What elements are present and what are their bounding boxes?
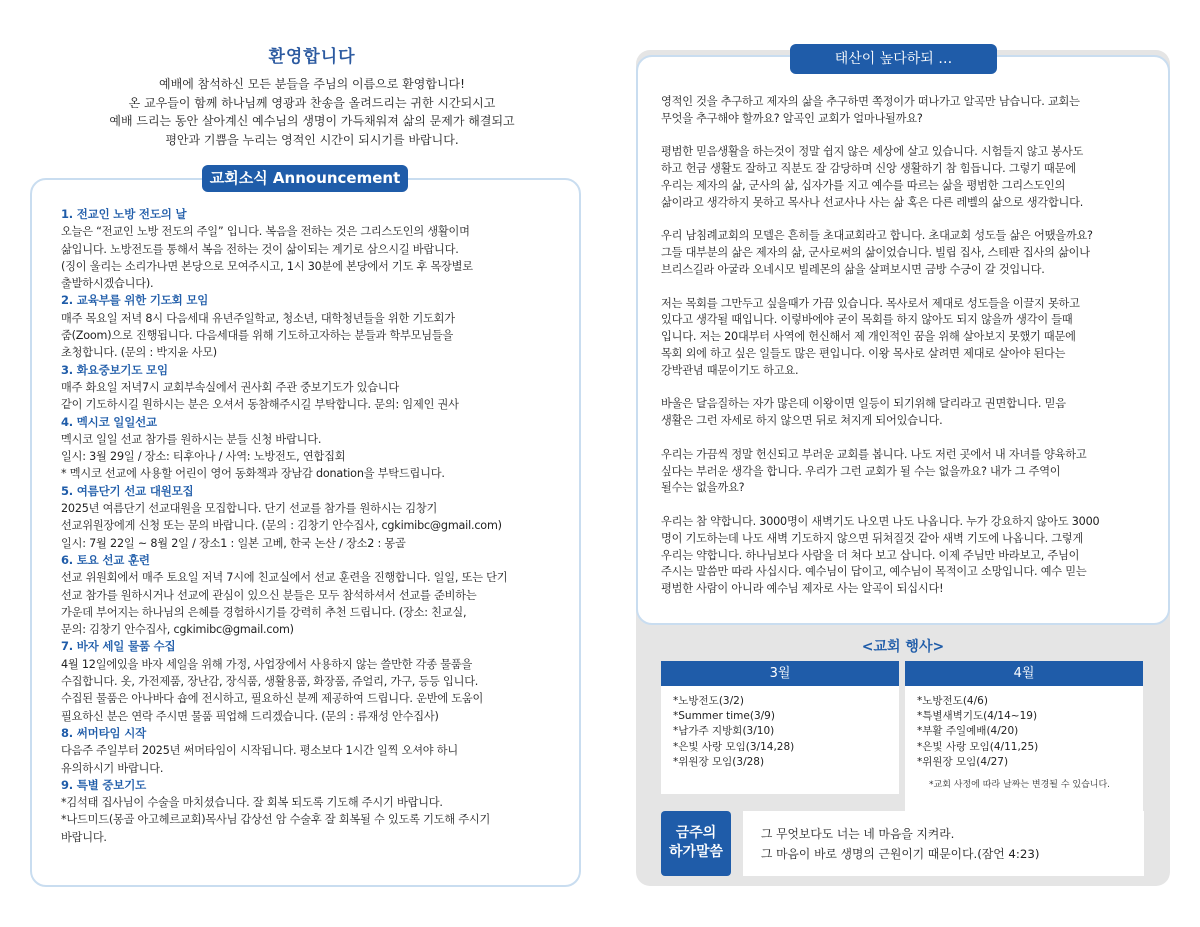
welcome-section <box>32 42 592 149</box>
meditation-paragraph <box>661 94 1157 128</box>
announcement-line: 매주 목요일 저녁 8시 다음세대 유년주일학교, 청소년, 대학청년들을 위한 기도회가 <box>61 311 455 325</box>
announcement-item <box>61 638 561 724</box>
event-item: *위원장 모임(4/27) <box>917 755 1009 768</box>
meditation-paragraph <box>661 296 1157 380</box>
event-item: *Summer time(3/9) <box>673 710 775 723</box>
meditation-line: 명이 기도하는데 나도 새벽 기도하지 않으면 뒤쳐질것 같아 새벽 기도에 나옵니다. 그렇게 <box>661 531 1084 545</box>
announcement-line: (징이 울리는 소리가나면 본당으로 모여주시고, 1시 30분에 본당에서 기도 후 목장별로 <box>61 259 473 273</box>
events-title: <교회 행사> <box>861 639 945 655</box>
meditation-line: 평범한 믿음생활을 하는것이 정말 쉽지 않은 세상에 살고 있습니다. 시험들지 않고 봉사도 <box>661 145 1084 159</box>
announcement-line: 선교 위원회에서 매주 토요일 저녁 7시에 친교실에서 선교 훈련을 진행합니다. 일일, 또는 단기 <box>61 571 508 585</box>
month-event-list <box>905 686 1143 818</box>
meditation-line: 브리스길라 아굴라 오네시모 빌레몬의 삶을 살펴보시면 금방 수긍이 갈 것입니다. <box>661 262 1045 276</box>
meditation-line: 영적인 것을 추구하고 제자의 삶을 추구하면 쪽정이가 떠나가고 알곡만 남습니다. 교회는 <box>661 95 1080 108</box>
announcement-line: 다음주 주일부터 2025년 써머타임이 시작됩니다. 평소보다 1시간 일찍 오셔야 하니 <box>61 744 458 758</box>
meditation-line: 강박관념 때문이기도 하고요. <box>661 363 799 377</box>
meditation-paragraph <box>661 514 1157 598</box>
announcement-line: *김석태 집사님이 수술을 마치셨습니다. 잘 회복 되도록 기도해 주시기 바랍니다. <box>61 796 443 810</box>
event-item: *위원장 모임(3/28) <box>673 755 765 768</box>
meditation-paragraph <box>661 228 1157 278</box>
announcement-line: 문의: 김창기 안수집사, cgkimibc@gmail.com) <box>61 623 294 637</box>
verse-badge <box>661 811 731 876</box>
welcome-line: 예배에 참석하신 모든 분들을 주님의 이름으로 환영합니다! <box>159 77 465 91</box>
announcement-line: 초청합니다. (문의 : 박지윤 사모) <box>61 346 217 360</box>
announcement-line: 출발하시겠습니다). <box>61 277 154 291</box>
announcement-line: 일시: 7월 22일 ~ 8월 2일 / 장소1 : 일본 고베, 한국 논산 / 장소2 : 몽골 <box>61 536 406 550</box>
announcement-heading: 8. 써머타임 시작 <box>61 725 147 740</box>
announcement-heading: 3. 화요중보기도 모임 <box>61 362 168 377</box>
verse-text <box>743 811 1144 876</box>
announcement-line: 오늘은 “전교인 노방 전도의 주일” 입니다. 복음을 전하는 것은 그리스도인의 생활이며 <box>61 225 470 239</box>
announcement-title: 교회소식 Announcement <box>202 165 408 192</box>
meditation-line: 될수는 없을까요? <box>661 481 745 495</box>
meditation-title: 태산이 높다하되 … <box>790 44 997 74</box>
meditation-line: 우리는 약합니다. 하나님보다 사람을 더 쳐다 보고 삽니다. 이제 주님만 바라보고, 주님이 <box>661 548 1080 562</box>
announcement-line: 바랍니다. <box>61 830 107 844</box>
announcement-item <box>61 206 561 292</box>
event-item: *은빛 사랑 모임(4/11,25) <box>917 740 1039 753</box>
events-month-march <box>661 661 899 794</box>
meditation-line: 있다고 생각될 때입니다. 이렇바에야 굳이 목회를 하지 않아도 되지 않을까 생각이 들때 <box>661 313 1073 327</box>
meditation-line: 삶이라고 생각하지 못하고 목사나 선교사나 사는 삶 혹은 다른 레벨의 삶으로 생각합니다. <box>661 195 1084 209</box>
announcement-heading: 2. 교육부를 위한 기도회 모임 <box>61 293 209 308</box>
announcement-item <box>61 414 561 483</box>
meditation-line: 우리 남침례교회의 모델은 흔히들 초대교회라고 합니다. 초대교회 성도들 삶은 어땠을까요? <box>661 229 1093 243</box>
event-item: *남가주 지방회(3/10) <box>673 725 775 738</box>
meditation-line: 그들 대부분의 삶은 제자의 삶, 군사로써의 삶이었습니다. 빌립 집사, 스테판 집사의 삶이나 <box>661 246 1090 260</box>
announcement-heading: 5. 여름단기 선교 대원모집 <box>61 483 194 498</box>
event-item: *은빛 사랑 모임(3/14,28) <box>673 740 795 753</box>
announcement-line: 일시: 3월 29일 / 장소: 티후아나 / 사역: 노방전도, 연합집회 <box>61 450 346 464</box>
announcement-line: 수집된 물품은 아나바다 숍에 전시하고, 필요하신 분께 제공하여 드립니다. 운반에 도움이 <box>61 692 484 706</box>
announcement-heading: 7. 바자 세일 물품 수집 <box>61 639 176 654</box>
month-header: 4월 <box>905 661 1143 686</box>
announcement-item <box>61 362 561 414</box>
announcement-item <box>61 725 561 777</box>
announcement-line: 매주 화요일 저녁7시 교회부속실에서 권사회 주관 중보기도가 있습니다 <box>61 380 400 394</box>
meditation-line: 우리는 가끔씩 정말 헌신되고 부러운 교회를 봅니다. 나도 저런 곳에서 내 자녀를 양육하고 <box>661 447 1087 461</box>
meditation-text <box>661 94 1157 615</box>
events-note: *교회 사정에 따라 날짜는 변경될 수 있습니다. <box>929 780 1111 791</box>
meditation-line: 우리는 제자의 삶, 군사의 삶, 십자가를 지고 예수를 따르는 삶을 평범한 그리스도인의 <box>661 178 1066 192</box>
announcement-line: 가운데 부어지는 하나님의 은혜를 경험하시기를 강력히 추천 드립니다. (장소: 친교실, <box>61 605 467 619</box>
announcement-line: 필요하신 분은 연락 주시면 물품 픽업해 드리겠습니다. (문의 : 류재성 안수집사) <box>61 709 439 723</box>
events-month-april <box>905 661 1143 818</box>
verse-badge-line: 금주의 <box>675 825 717 841</box>
announcement-line: 삶입니다. 노방전도를 통해서 복음 전하는 것이 삶이되는 계기로 삼으시길 바랍니다. <box>61 242 459 256</box>
announcement-heading: 9. 특별 중보기도 <box>61 777 147 792</box>
announcement-item <box>61 292 561 361</box>
meditation-paragraph <box>661 396 1157 430</box>
month-header: 3월 <box>661 661 899 686</box>
meditation-line: 하고 헌금 생활도 잘하고 직분도 잘 감당하며 신앙 생활하기 참 힘듭니다. 그렇기 때문에 <box>661 162 1076 176</box>
announcement-line: * 멕시코 선교에 사용할 어린이 영어 동화책과 장남감 donation을 부탁드립니다. <box>61 467 445 481</box>
announcement-line: 4월 12일에있을 바자 세일을 위해 가정, 사업장에서 사용하지 않는 쓸만한 각종 물품을 <box>61 657 473 671</box>
meditation-paragraph <box>661 447 1157 497</box>
meditation-line: 싶다는 부러운 생각을 합니다. 우리가 그런 교회가 될 수는 없을까요? 내가 그 주역이 <box>661 464 1061 478</box>
announcement-heading: 4. 멕시코 일일선교 <box>61 414 157 429</box>
welcome-title: 환영합니다 <box>268 47 356 67</box>
announcement-item <box>61 552 561 638</box>
meditation-line: 평범한 사람이 아니라 예수님 제자로 사는 알곡이 되십시다! <box>661 582 944 596</box>
meditation-paragraph <box>661 144 1157 211</box>
announcement-line: 선교위원장에게 신청 또는 문의 바랍니다. (문의 : 김창기 안수집사, cgkimibc@gmail.com) <box>61 519 502 533</box>
verse-line: 그 무엇보다도 너는 네 마음을 지켜라. <box>761 827 955 841</box>
welcome-line: 온 교우들이 함께 하나님께 영광과 찬송을 올려드리는 귀한 시간되시고 <box>128 95 496 110</box>
meditation-line: 입니다. 저는 20대부터 사역에 헌신해서 제 개인적인 꿈을 위해 살아보지 못했기 때문에 <box>661 330 1076 344</box>
announcement-line: 2025년 여름단기 선교대원을 모집합니다. 단기 선교를 참가를 원하시는 김창기 <box>61 502 438 516</box>
meditation-line: 저는 목회를 그만두고 싶을때가 가끔 있습니다. 목사로서 제대로 성도들을 이끌지 못하고 <box>661 296 1080 310</box>
meditation-line: 무엇을 추구해야 할까요? 알곡인 교회가 얼마나될까요? <box>661 111 923 125</box>
verse-badge-line: 하가말씀 <box>668 844 724 860</box>
welcome-line: 평안과 기쁨을 누리는 영적인 시간이 되시기를 바랍니다. <box>165 132 459 147</box>
announcement-line: 유의하시기 바랍니다. <box>61 761 164 775</box>
meditation-line: 우리는 참 약합니다. 3000명이 새벽기도 나오면 나도 나옵니다. 누가 강요하지 않아도 3000 <box>661 514 1100 528</box>
announcement-heading: 1. 전교인 노방 전도의 날 <box>61 207 187 221</box>
announcement-list <box>61 206 561 846</box>
announcement-heading: 6. 토요 선교 훈련 <box>61 552 150 567</box>
announcement-line: 같이 기도하시길 원하시는 분은 오셔서 동참해주시길 부탁합니다. 문의: 임제인 권사 <box>61 398 459 412</box>
announcement-line: *나드미드(몽골 아고헤르교회)목사님 갑상선 암 수술후 잘 회복될 수 있도록 기도해 주시기 <box>61 813 491 827</box>
meditation-line: 바울은 달음질하는 자가 많은데 이왕이면 일등이 되기위해 달리라고 권면합니다. 믿음 <box>661 397 1066 411</box>
announcement-line: 선교 참가를 원하시거나 선교에 관심이 있으신 분들은 모두 참석하셔서 선교를 준비하는 <box>61 588 477 602</box>
announcement-line: 줌(Zoom)으로 진행됩니다. 다음세대를 위해 기도하고자하는 분들과 학부모님들을 <box>61 329 454 343</box>
announcement-line: 멕시코 일일 선교 참가를 원하시는 분들 신청 바랍니다. <box>61 432 322 446</box>
event-item: *부활 주일예배(4/20) <box>917 725 1019 738</box>
announcement-item <box>61 777 561 846</box>
event-item: *노방전도(3/2) <box>673 695 744 707</box>
event-item: *특별새벽기도(4/14~19) <box>917 710 1038 723</box>
meditation-line: 목회 외에 하고 싶은 일들도 많은 편입니다. 이왕 목사로 살려면 제대로 살아야 된다는 <box>661 346 1066 360</box>
announcement-item <box>61 483 561 552</box>
meditation-line: 생활은 그런 자세로 하지 않으면 뒤로 쳐지게 되어있습니다. <box>661 414 943 428</box>
verse-line: 그 마음이 바로 생명의 근원이기 때문이다.(잠언 4:23) <box>761 847 1040 861</box>
meditation-line: 주시는 말씀만 따라 사십시다. 예수님이 답이고, 예수님이 목적이고 소망입니다. 예수 믿는 <box>661 565 1087 579</box>
announcement-line: 수집합니다. 옷, 가전제품, 장난감, 장식품, 생활용품, 화장품, 쥬얼리, 가구, 등등 입니다. <box>61 675 479 689</box>
event-item: *노방전도(4/6) <box>917 695 988 707</box>
welcome-line: 예배 드리는 동안 살아계신 예수님의 생명이 가득채워져 삶의 문제가 해결되고 <box>109 114 515 128</box>
month-event-list <box>661 686 899 794</box>
